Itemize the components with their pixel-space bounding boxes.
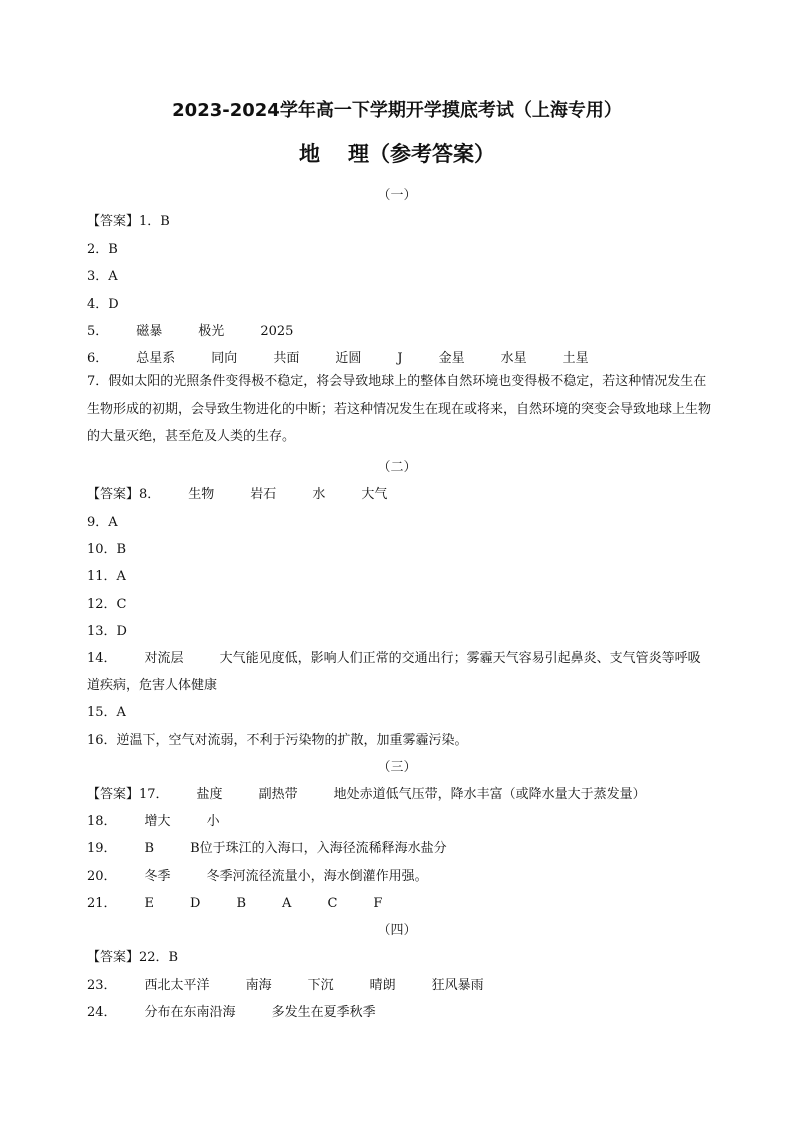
answer-17-num: 【答案】17． xyxy=(87,787,169,802)
answer-24-item: 分布在东南沿海 xyxy=(144,1005,236,1020)
answer-23-item: 晴朗 xyxy=(369,978,396,993)
answer-6-item: 总星系 xyxy=(136,351,176,366)
answer-18 xyxy=(87,810,220,829)
subtitle-part-a: 地 xyxy=(299,142,320,166)
answer-20-item: 冬季河流径流量小，海水倒灌作用强。 xyxy=(206,869,428,884)
answer-5-item: 极光 xyxy=(198,324,225,339)
answer-19 xyxy=(87,837,447,856)
answer-17-item: 地处赤道低气压带，降水丰富（或降水量大于蒸发量） xyxy=(333,787,646,802)
answer-17 xyxy=(87,783,646,802)
answer-4: 4．D xyxy=(87,297,119,312)
answer-14 xyxy=(87,647,701,666)
answer-5-item: 磁暴 xyxy=(136,324,163,339)
answer-14-continuation: 道疾病，危害人体健康 xyxy=(87,678,218,693)
answer-3: 3．A xyxy=(87,269,118,284)
answer-23-item: 南海 xyxy=(245,978,272,993)
answer-6-item: J xyxy=(397,351,403,366)
answer-18-num: 18． xyxy=(87,814,117,829)
answer-10: 10．B xyxy=(87,542,127,557)
answer-17-item: 副热带 xyxy=(258,787,298,802)
section-heading-3: （三） xyxy=(377,760,417,775)
answer-23 xyxy=(87,974,484,993)
answer-6-item: 近圆 xyxy=(335,351,362,366)
answer-19-num: 19． xyxy=(87,841,117,856)
answer-8-num: 【答案】8． xyxy=(87,487,161,502)
answer-24-num: 24． xyxy=(87,1005,117,1020)
answer-15: 15．A xyxy=(87,705,126,720)
answer-8 xyxy=(87,483,387,502)
answer-6-item: 共面 xyxy=(273,351,300,366)
answer-20-num: 20． xyxy=(87,869,117,884)
answer-23-item: 西北太平洋 xyxy=(144,978,210,993)
answer-6-num: 6． xyxy=(87,351,109,366)
answer-21-item: B xyxy=(236,896,247,911)
answer-21-item: A xyxy=(282,896,292,911)
answer-22: 【答案】22．B xyxy=(87,950,179,965)
answer-21 xyxy=(87,892,382,911)
answer-6-item: 水星 xyxy=(500,351,527,366)
answer-1: 【答案】1．B xyxy=(87,214,170,229)
answer-5-num: 5． xyxy=(87,324,109,339)
answer-8-item: 大气 xyxy=(361,487,388,502)
answer-6-item: 金星 xyxy=(438,351,465,366)
answer-11: 11．A xyxy=(87,569,126,584)
section-heading-4: （四） xyxy=(377,923,417,938)
answer-19-item: B xyxy=(144,841,155,856)
answer-14-num: 14． xyxy=(87,651,117,666)
answer-23-num: 23． xyxy=(87,978,117,993)
answer-5 xyxy=(87,320,293,339)
section-heading-1: （一） xyxy=(377,188,417,203)
answer-19-item: B位于珠江的入海口，入海径流稀释海水盐分 xyxy=(190,841,447,856)
answer-21-item: D xyxy=(190,896,201,911)
answer-6-item: 同向 xyxy=(211,351,238,366)
answer-14-item: 大气能见度低，影响人们正常的交通出行；雾霾天气容易引起鼻炎、支气管炎等呼吸 xyxy=(219,651,701,666)
answer-6-item: 土星 xyxy=(562,351,589,366)
answer-23-item: 狂风暴雨 xyxy=(431,978,484,993)
answer-21-item: E xyxy=(144,896,155,911)
answer-12: 12．C xyxy=(87,597,127,612)
section-heading-2: （二） xyxy=(377,460,417,475)
answer-14-item: 对流层 xyxy=(144,651,184,666)
answer-23-item: 下沉 xyxy=(307,978,334,993)
answer-18-item: 增大 xyxy=(144,814,171,829)
answer-20-item: 冬季 xyxy=(144,869,171,884)
answer-17-item: 盐度 xyxy=(196,787,223,802)
answer-5-item: 2025 xyxy=(260,324,294,339)
answer-24-item: 多发生在夏季秋季 xyxy=(271,1005,376,1020)
answer-21-item: F xyxy=(373,896,383,911)
answer-8-item: 水 xyxy=(312,487,326,502)
answer-9: 9．A xyxy=(87,515,118,530)
answer-20 xyxy=(87,865,428,884)
answer-16: 16．逆温下，空气对流弱，不利于污染物的扩散，加重雾霾污染。 xyxy=(87,733,468,748)
answer-2: 2．B xyxy=(87,242,118,257)
answer-18-item: 小 xyxy=(206,814,220,829)
answer-24 xyxy=(87,1001,376,1020)
answer-6 xyxy=(87,347,589,366)
page-title: 2023-2024学年高一下学期开学摸底考试（上海专用） xyxy=(172,100,622,121)
answer-8-item: 岩石 xyxy=(250,487,277,502)
answer-13: 13．D xyxy=(87,624,127,639)
answer-21-num: 21． xyxy=(87,896,117,911)
page-subtitle xyxy=(0,138,794,168)
answer-8-item: 生物 xyxy=(188,487,215,502)
answer-21-item: C xyxy=(327,896,338,911)
answer-7: 7．假如太阳的光照条件变得极不稳定，将会导致地球上的整体自然环境也变得极不稳定，若这种情况发生在生物形成的初期，会导致生物进化的中断；若这种情况发生在现在或将来，自然环境的突变会导致地球上生物的大量灭绝，甚至危及人类的生存。 xyxy=(87,374,712,444)
subtitle-part-b: 理（参考答案） xyxy=(348,142,495,166)
